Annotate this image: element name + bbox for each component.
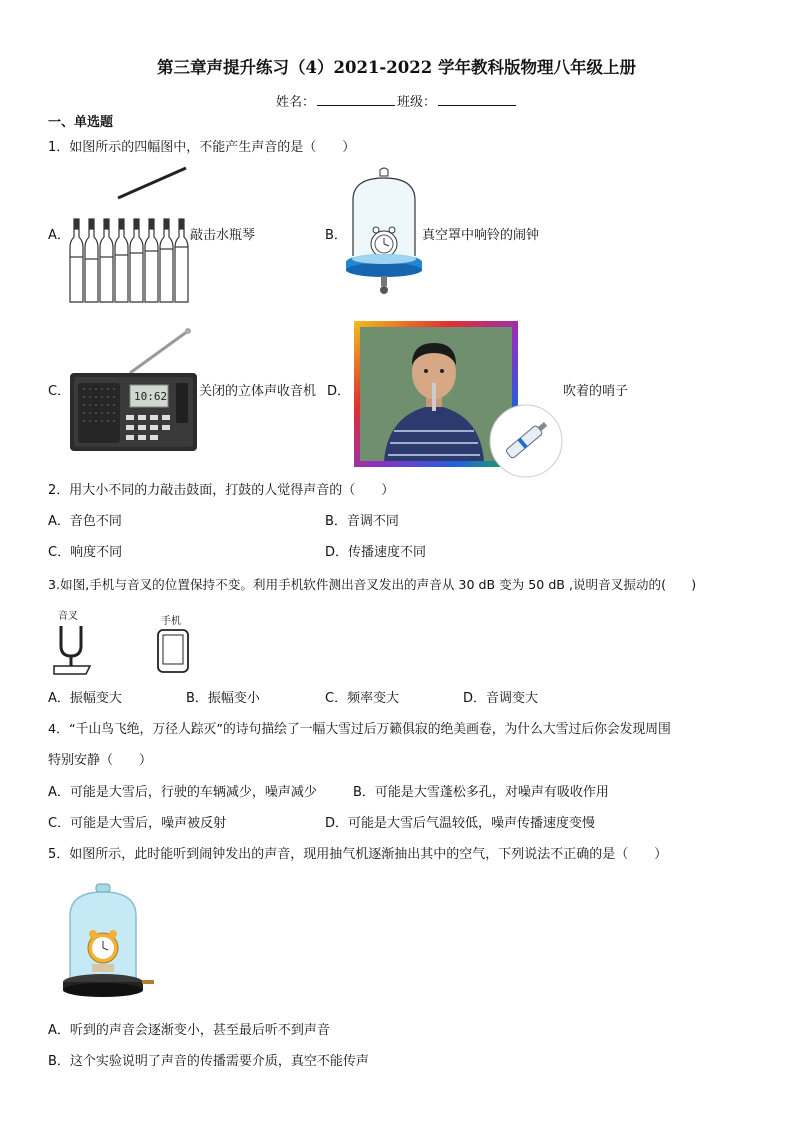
q1-option-a-text: 敲击水瓶琴 <box>190 228 256 243</box>
q5-stem: 5．如图所示，此时能听到闹钟发出的声音，现用抽气机逐渐抽出其中的空气，下列说法不正确的是（ ） <box>48 847 668 862</box>
tuning-fork-label: 音叉 <box>58 611 78 622</box>
q2-option-d: D．传播速度不同 <box>325 545 427 560</box>
class-blank <box>438 93 516 106</box>
q5-option-b: B．这个实验说明了声音的传播需要介质，真空不能传声 <box>48 1054 369 1069</box>
q1-stem: 1．如图所示的四幅图中，不能产生声音的是（ ） <box>48 140 356 155</box>
q1-option-d-text: 吹着的哨子 <box>563 384 629 399</box>
name-label: 姓名： <box>276 95 316 110</box>
q1-option-d-letter: D． <box>327 384 351 399</box>
q4-option-a: A．可能是大雪后，行驶的车辆减少，噪声减少 <box>48 785 317 800</box>
q4-stem-line2: 特别安静（ ） <box>48 753 153 768</box>
q3-option-a: A．振幅变大 <box>48 691 122 706</box>
q3-option-d: D．音调变大 <box>463 691 539 706</box>
q4-stem-line1: 4．“千山鸟飞绝，万径人踪灭”的诗句描绘了一幅大雪过后万籁俱寂的绝美画卷，为什么大雪过后你会发现周围 <box>48 722 671 737</box>
q3-stem: 3.如图,手机与音叉的位置保持不变。利用手机软件测出音叉发出的声音从 30 dB 变为 50 dB ,说明音叉振动的( ) <box>48 577 697 592</box>
q2-option-c: C．响度不同 <box>48 545 123 560</box>
q1-option-a-letter: A． <box>48 228 70 243</box>
q1-option-b-letter: B． <box>325 228 347 243</box>
q2-option-b: B．音调不同 <box>325 514 399 529</box>
q2-option-a: A．音色不同 <box>48 514 122 529</box>
q3-option-b: B．振幅变小 <box>186 691 260 706</box>
q1-option-c-text: 关闭的立体声收音机 <box>199 384 317 399</box>
boy-whistle-photo <box>354 321 562 469</box>
q2-stem: 2．用大小不同的力敲击鼓面，打鼓的人觉得声音的（ ） <box>48 483 395 498</box>
student-info-line <box>276 93 518 111</box>
q1-option-b-text: 真空罩中响铃的闹钟 <box>422 228 540 243</box>
q4-option-c: C．可能是大雪后，噪声被反射 <box>48 816 227 831</box>
tuning-fork-icon <box>52 624 92 676</box>
water-bottle-xylophone-image <box>68 165 190 305</box>
class-label: 班级： <box>397 95 437 110</box>
bell-jar-alarm-clock-image <box>345 166 423 298</box>
phone-icon <box>156 628 190 674</box>
bell-jar-clock-photo <box>62 882 158 1000</box>
q4-option-b: B．可能是大雪蓬松多孔，对噪声有吸收作用 <box>353 785 609 800</box>
q3-option-c: C．频率变大 <box>325 691 400 706</box>
q5-option-a: A．听到的声音会逐渐变小，甚至最后听不到声音 <box>48 1023 330 1038</box>
phone-label: 手机 <box>161 616 181 627</box>
q1-option-c-letter: C． <box>48 384 71 399</box>
section-heading: 一、单选题 <box>48 115 114 130</box>
name-blank <box>317 93 395 106</box>
radio-display-readout: 10:62 <box>134 390 168 403</box>
q4-option-d: D．可能是大雪后气温较低，噪声传播速度变慢 <box>325 816 596 831</box>
page-title: 第三章声提升练习（4）2021-2022 学年教科版物理八年级上册 <box>157 58 636 77</box>
